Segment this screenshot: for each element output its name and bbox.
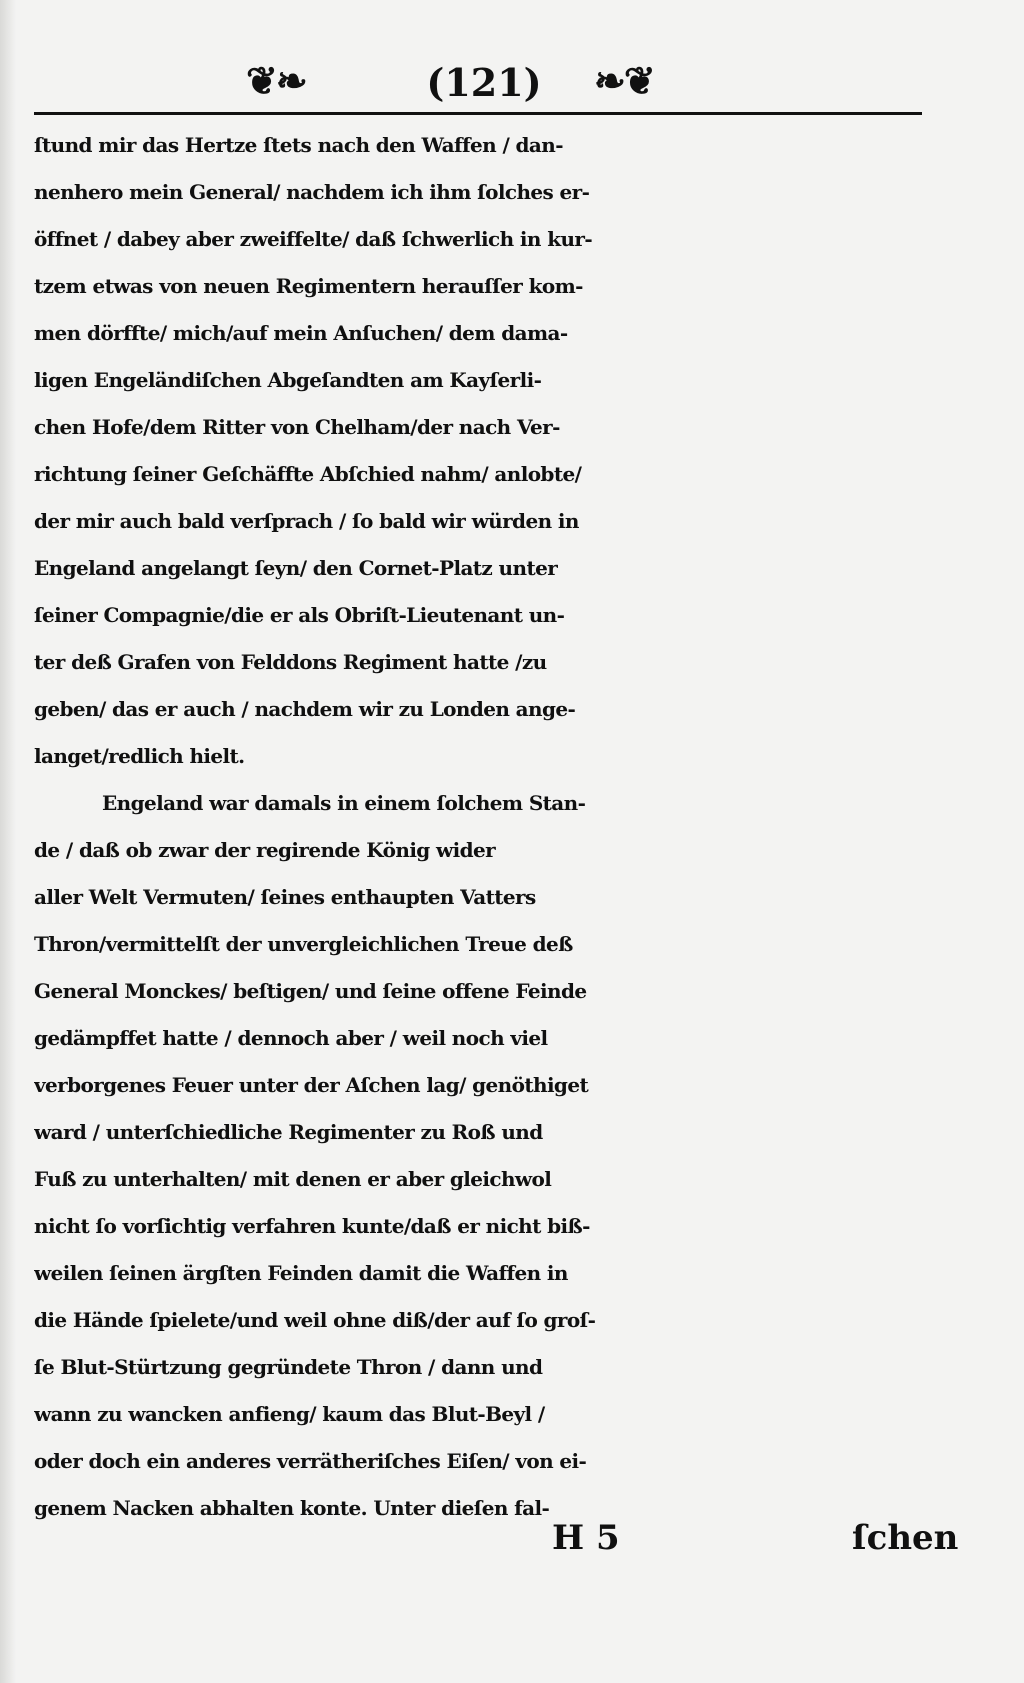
text-line: geben/ das er auch / nachdem wir zu Londen ange-	[34, 697, 576, 721]
text-line: oder doch ein anderes verrätheriſches Eiſen/ von ei-	[34, 1449, 587, 1473]
text-line: gedämpffet hatte / dennoch aber / weil noch viel	[34, 1026, 548, 1050]
text-line: wann zu wancken anfieng/ kaum das Blut-Beyl /	[34, 1402, 545, 1426]
page-edge-shadow	[0, 0, 16, 1683]
paragraph-start-line: Engeland war damals in einem ſolchem Stan-	[102, 791, 586, 815]
text-line: ter deß Grafen von Felddons Regiment hatte /zu	[34, 650, 547, 674]
catchword: ſchen	[852, 1518, 959, 1558]
page-footer	[34, 1512, 959, 1572]
text-line: chen Hofe/dem Ritter von Chelham/der nach Ver-	[34, 415, 560, 439]
body-text	[34, 122, 934, 1532]
text-line: ward / unterſchiedliche Regimenter zu Roß und	[34, 1120, 543, 1144]
page-number: (121)	[426, 60, 542, 105]
text-line: genem Nacken abhalten konte. Unter dieſen fal-	[34, 1496, 550, 1520]
text-line: nenhero mein General/ nachdem ich ihm ſolches er-	[34, 180, 590, 204]
text-line: aller Welt Vermuten/ ſeines enthaupten Vatters	[34, 885, 536, 909]
text-line: der mir auch bald verſprach / ſo bald wir würden in	[34, 509, 579, 533]
header-rule	[34, 112, 922, 115]
text-line: ſe Blut-Stürtzung gegründete Thron / dann und	[34, 1355, 543, 1379]
signature-mark: H 5	[552, 1518, 620, 1558]
text-line: weilen ſeinen ärgſten Feinden damit die Waffen in	[34, 1261, 568, 1285]
header-ornament-right: ❧❦	[594, 58, 654, 103]
text-line: verborgenes Feuer unter der Aſchen lag/ genöthiget	[34, 1073, 589, 1097]
text-line: die Hände ſpielete/und weil ohne diß/der auf ſo groſ-	[34, 1308, 596, 1332]
text-line: tzem etwas von neuen Regimentern herauſſer kom-	[34, 274, 583, 298]
text-line: men dörffte/ mich/auf mein Anſuchen/ dem dama-	[34, 321, 568, 345]
text-line: ſeiner Compagnie/die er als Obriſt-Lieutenant un-	[34, 603, 565, 627]
text-line: Thron/vermittelſt der unvergleichlichen Treue deß	[34, 932, 573, 956]
header-ornament-left: ❦❧	[246, 58, 306, 103]
text-line: richtung ſeiner Geſchäffte Abſchied nahm/ anlobte/	[34, 462, 582, 486]
text-line: de / daß ob zwar der regirende König wider	[34, 838, 496, 862]
text-line: langet/redlich hielt.	[34, 744, 245, 768]
text-line: ſtund mir das Hertze ſtets nach den Waffen / dan-	[34, 133, 563, 157]
running-header	[34, 54, 922, 106]
text-line: nicht ſo vorſichtig verfahren kunte/daß er nicht biß-	[34, 1214, 590, 1238]
text-line: ligen Engeländiſchen Abgeſandten am Kayſerli-	[34, 368, 542, 392]
text-line: öffnet / dabey aber zweiffelte/ daß ſchwerlich in kur-	[34, 227, 593, 251]
text-line: Engeland angelangt ſeyn/ den Cornet-Platz unter	[34, 556, 558, 580]
text-line: General Monckes/ beſtigen/ und ſeine offene Feinde	[34, 979, 587, 1003]
text-line: Fuß zu unterhalten/ mit denen er aber gleichwol	[34, 1167, 552, 1191]
